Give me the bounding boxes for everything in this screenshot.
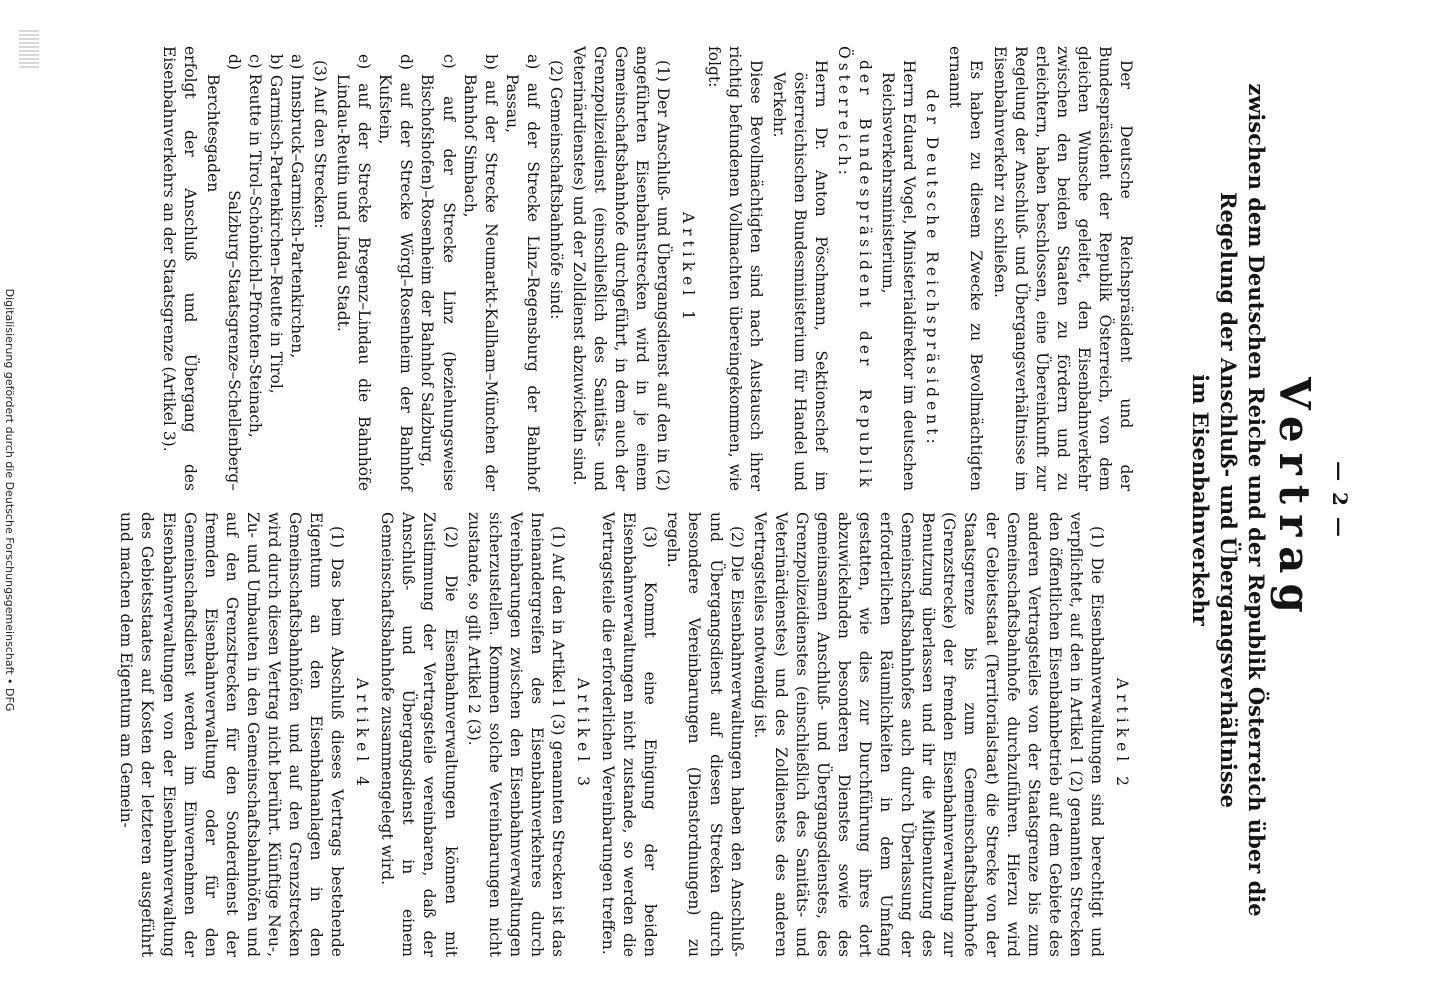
article-3-para-1: (1) Auf den in Artikel 1 (3) genannten Strecken ist das Ineinandergreifen des Eisenbahnverkehres durch Vereinbarungen zwischen den Eisenbahnverwaltungen sicherzustellen. Kommen solche Vereinbarungen nicht zustande, so gilt Artikel 2 (3). [464, 512, 567, 957]
list-item: c) auf der Strecke Linz (beziehungsweise Bischofshofen)–Rosenheim der Bahnhof Salzburg, [418, 54, 458, 491]
article-3-heading: Artikel 3 [574, 677, 593, 792]
delegate-poeschmann: Herrn Dr. Anton Pöschmann, Sektionschef im österreichischen Bundesministerium für Handel und Verkehr. [769, 60, 830, 491]
list-item: a) auf der Strecke Linz–Regensburg der Bahnhof Passau, [502, 54, 542, 491]
article-1-para-3: (3) Auf den Strecken: [311, 60, 330, 229]
reichspraesident-heading: der Deutsche Reichspräsident: [923, 89, 942, 448]
article-2-para-2: (2) Die Eisenbahnverwaltungen haben den Anschluß- und Übergangsdienst auf diesen Strecken durch besondere Vereinbarungen (Dienstordnungen) zu regeln. [664, 512, 746, 957]
scan-artifact [19, 30, 39, 70]
text-column-right [113, 512, 1136, 957]
list-item: e) auf der Strecke Bregenz–Lindau die Bahnhöfe Lindau-Reutin und Lindau Stadt. [334, 54, 374, 491]
digitization-footer: Digitalisierung gefördert durch die Deutsche Forschungsgemeinschaft • DFG [3, 288, 16, 712]
appointed-text: Es haben zu diesem Zwecke zu Bevollmächtigten ernannt [946, 46, 986, 491]
document-title: Vertrag [1270, 377, 1319, 623]
list-item: c) Reutte in Tirol–Schönbichl–Pfronten-Steinach, [245, 54, 264, 438]
subtitle-line-1: zwischen dem Deutschen Reiche und der Republik Österreich über die [1243, 83, 1269, 917]
title-block [1187, 40, 1319, 960]
agreement-text: Diese Bevollmächtigten sind nach Austausch ihrer richtig befundenen Vollmachten übereingekommen, wie folgt: [704, 46, 765, 491]
bundespraesident-heading: der Bundespräsident der Republik Österreich: [834, 46, 875, 491]
list-item: d) auf der Strecke Wörgl–Rosenheim der Bahnhof Kufstein, [376, 54, 416, 491]
article-1-heading: Artikel 1 [679, 211, 698, 326]
route-list [202, 46, 307, 491]
article-1-para-2: (2) Gemeinschaftsbahnhöfe sind: [546, 60, 565, 320]
article-1-para-1: (1) Der Anschluß- und Übergangsdienst auf den in (2) angeführten Eisenbahnstrecken wird in je einem Gemeinschaftsbahnhofe durchgeführt, in dem auch der Grenzpolizeidienst (einschließlich des Sanitäts- und Veterinärdienstes) und der Zolldienst abzuwickeln sind. [570, 46, 673, 491]
article-4-heading: Artikel 4 [353, 677, 372, 792]
list-item: a) Innsbruck–Garmisch-Partenkirchen, [288, 54, 307, 359]
preamble: Der Deutsche Reichspräsident und der Bundespräsident der Republik Österreich, von dem gleichen Wunsche geleitet, den Eisenbahnverkehr zwischen den beiden Staaten zu fördern und zu erleichtern, haben beschlossen, eine Übereinkunft zur Regelung der Anschluß- und Übergangsverhältnisse im Eisenbahnverkehr zu schließen. [990, 46, 1135, 491]
subtitle-line-2: Regelung der Anschluß- und Übergangsverhältnisse [1216, 192, 1242, 808]
article-2-para-3: (3) Kommt eine Einigung der beiden Eisenbahnverwaltungen nicht zustande, so werden die Vertragsteile die erforderlichen Vereinbarungen treffen. [599, 512, 660, 957]
article-1-para-3-end: erfolgt der Anschluß und Übergang des Eisenbahnverkehrs an der Staatsgrenze (Artikel 3). [159, 46, 199, 491]
text-column-left [155, 46, 1136, 491]
article-2-heading: Artikel 2 [1113, 677, 1131, 792]
list-item: b) auf der Strecke Neumarkt-Kallham–München der Bahnhof Simbach, [460, 54, 500, 491]
list-item: d) Salzburg–Staatsgrenze–Schellenberg–Berchtesgaden [203, 54, 243, 491]
article-2-para-1: (1) Die Eisenbahnverwaltungen sind berechtigt und verpflichtet, auf den in Artikel 1 (2) genannten Strecken den öffentlichen Eisenbahnbetrieb auf dem Gebiete des anderen Vertragsteiles von der Staatsgrenze bis zum Gemeinschaftsbahnhofe durchzuführen. Hierzu wird der Gebietsstaat (Territorialstaat) die Strecke von der Staatsgrenze bis zum Gemeinschaftsbahnhofe (Grenzstrecke) der fremden Eisenbahnverwaltung zur Benutzung überlassen und ihr die Mitbenutzung des Gemeinschaftsbahnhofes auch durch Überlassung der erforderlichen Räumlichkeiten in dem Umfang gestatten, wie dies zur Durchführung ihres dort abzuwickelnden besonderen Dienstes sowie des gemeinsamen Anschluß- und Übergangsdienstes, des Grenzpolizeidienstes (einschließlich des Sanitäts- und Veterinärdienstes) und des Zolldienstes des anderen Vertragsteiles notwendig ist. [750, 512, 1106, 957]
station-list [332, 46, 543, 491]
list-item: b) Garmisch-Partenkirchen–Reutte in Tirol, [266, 54, 285, 394]
article-4-para-1: (1) Das beim Abschluß dieses Vertrags bestehende Eigentum an den Eisenbahnanlagen in den Gemeinschaftsbahnhöfen und auf den Grenzstrecken wird durch diesen Vertrag nicht berührt. Künftige Neu-, Zu- und Umbauten in den Gemeinschaftsbahnhöfen und auf den Grenzstrecken für den Sonderdienst der fremden Eisenbahnverwaltung oder für den Gemeinschaftsdienst werden im Einvernehmen der Eisenbahnverwaltungen von der Eisenbahnverwaltung des Gebietsstaates auf Kosten der letzteren ausgeführt und machen dem Eigentum am Gemein- [117, 512, 347, 957]
subtitle-line-3: im Eisenbahnverkehr [1188, 374, 1214, 626]
article-3-para-2: (2) Die Eisenbahnverwaltungen können mit Zustimmung der Vertragsteile vereinbaren, daß der Anschluß- und Übergangsdienst in einem Gemeinschaftsbahnhofe zusammengelegt wird. [378, 512, 460, 957]
delegate-vogel: Herrn Eduard Vogel, Ministerialdirektor im deutschen Reichsverkehrsministerium, [879, 60, 919, 491]
page-number: — 2 — [1328, 461, 1352, 539]
